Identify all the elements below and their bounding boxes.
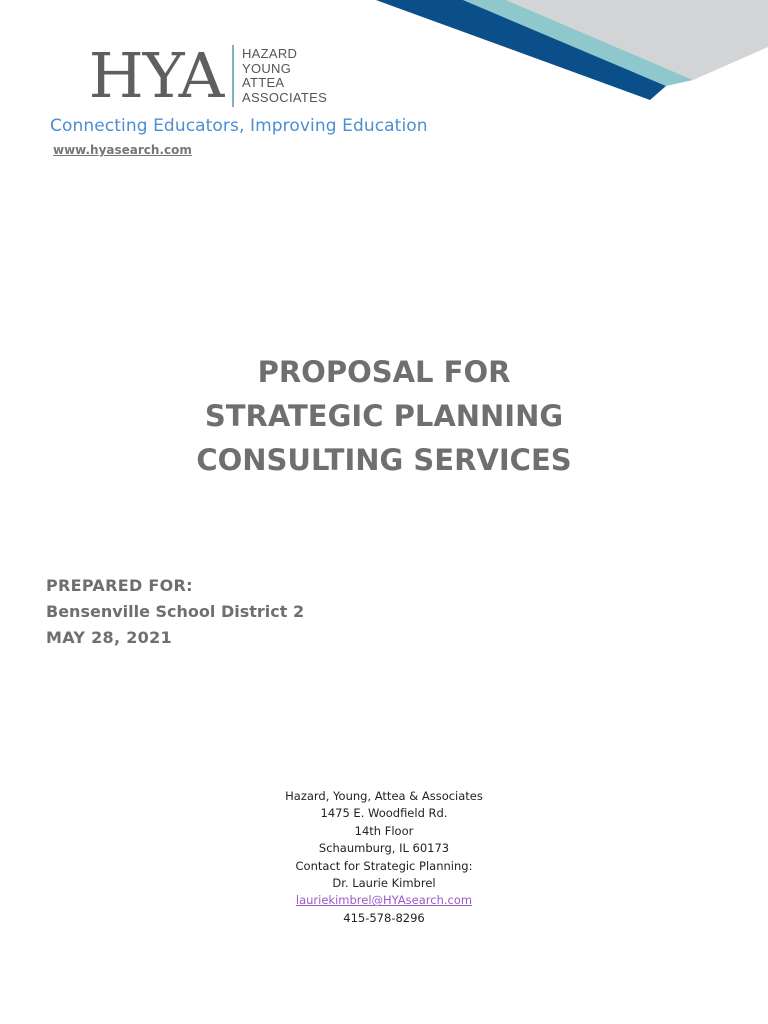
website-link[interactable]: www.hyasearch.com <box>53 143 192 157</box>
logo-divider <box>232 45 234 107</box>
tagline: Connecting Educators, Improving Education <box>50 116 428 136</box>
city-state-zip: Schaumburg, IL 60173 <box>318 841 450 856</box>
logo-wordmark <box>242 47 327 105</box>
title-line: STRATEGIC PLANNING <box>204 399 564 433</box>
logo-word: YOUNG <box>241 60 292 76</box>
street-address: 1475 E. Woodfield Rd. <box>320 806 448 821</box>
client-name: Bensenville School District 2 <box>46 602 305 621</box>
floor: 14th Floor <box>354 823 414 838</box>
contact-label: Contact for Strategic Planning: <box>295 858 473 873</box>
company-name: Hazard, Young, Attea & Associates <box>285 789 483 803</box>
contact-block <box>0 788 768 927</box>
phone-number: 415-578-8296 <box>343 910 425 925</box>
decorative-banner <box>368 0 768 110</box>
hya-logo <box>88 39 328 112</box>
logo-word: HAZARD <box>241 46 298 61</box>
logo-word: ATTEA <box>241 75 285 90</box>
prepared-for-label: PREPARED FOR: <box>46 576 193 595</box>
prepared-for-block <box>46 573 304 651</box>
contact-name: Dr. Laurie Kimbrel <box>332 876 436 891</box>
proposal-title <box>0 350 768 482</box>
logo-word: ASSOCIATES <box>241 89 328 105</box>
title-line: CONSULTING SERVICES <box>196 443 572 477</box>
logo-mark: HYA <box>88 39 224 112</box>
title-line: PROPOSAL FOR <box>257 355 511 389</box>
email-link[interactable]: lauriekimbrel@HYAsearch.com <box>295 893 473 908</box>
proposal-date: MAY 28, 2021 <box>46 628 172 647</box>
